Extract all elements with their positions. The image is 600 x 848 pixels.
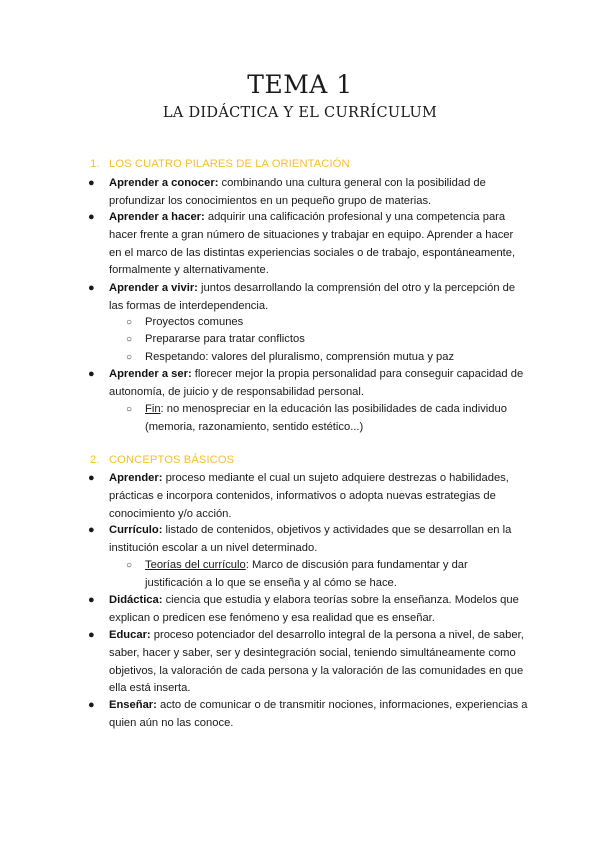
sub-list-item — [126, 557, 526, 593]
bullet-icon: ● — [88, 211, 95, 223]
sub-item-text: : Marco de discusión para fundamentar y dar justificación a lo que se enseña y al cómo se hace. — [145, 559, 468, 589]
sub-list-item — [126, 401, 526, 437]
term: Aprender a hacer: — [109, 211, 205, 223]
bullet-icon: ● — [88, 629, 95, 641]
definition: proceso mediante el cual un sujeto adquiere destrezas o habilidades, prácticas e incorpora contenidos, informativos o adopta nuevas estrategias de conocimiento y/o acción. — [109, 472, 509, 520]
list-item — [88, 209, 528, 280]
definition: proceso potenciador del desarrollo integral de la persona a nivel, de saber, saber, hacer y saber, ser y desintegración social, teniendo simultáneamente como objetivos, la valoración de cada persona y la valoración de las comunidades en que ella está inserta. — [109, 629, 524, 695]
term: Didáctica: — [109, 594, 163, 606]
list-item — [88, 522, 528, 558]
term: Aprender: — [109, 472, 163, 484]
sub-item-label: Teorías del currículo — [145, 559, 246, 571]
definition: ciencia que estudia y elabora teorías sobre la enseñanza. Modelos que explican o predicen ese fenómeno y esa realidad que es enseñar. — [109, 594, 519, 624]
list-item — [88, 366, 528, 402]
list-item — [88, 592, 528, 628]
list-item — [88, 697, 528, 733]
bullet-icon: ● — [88, 472, 95, 484]
definition: acto de comunicar o de transmitir nociones, informaciones, experiencias a quien aún no las conoce. — [109, 699, 528, 729]
bullet-icon: ● — [88, 699, 95, 711]
sub-item-label: Fin — [145, 403, 161, 415]
list-item — [88, 175, 528, 211]
sub-item-text: Prepararse para tratar conflictos — [145, 333, 305, 345]
hollow-circle-icon: ○ — [126, 560, 133, 571]
definition: florecer mejor la propia personalidad para conseguir capacidad de autonomía, de juicio y de responsabilidad personal. — [109, 368, 524, 398]
section-number: 2. — [90, 454, 100, 466]
term: Aprender a vivir: — [109, 282, 198, 294]
list-item — [88, 470, 528, 523]
section-title: CONCEPTOS BÁSICOS — [109, 454, 235, 466]
term: Aprender a conocer: — [109, 177, 219, 189]
definition: combinando una cultura general con la posibilidad de profundizar los conocimientos en un pequeño grupo de materias. — [109, 177, 486, 207]
definition: listado de contenidos, objetivos y actividades que se desarrollan en la institución escolar a un nivel determinado. — [109, 524, 512, 554]
term: Educar: — [109, 629, 151, 641]
hollow-circle-icon: ○ — [126, 404, 133, 415]
list-item — [88, 280, 528, 316]
sub-list-item — [126, 331, 526, 349]
definition: adquirir una calificación profesional y una competencia para hacer frente a gran número de situaciones y trabajar en equipo. Aprender a hacer en el marco de las distintas experiencias sociales o de trabajo, espontáneamente, formalmente y alternativamente. — [109, 211, 516, 277]
bullet-icon: ● — [88, 282, 95, 294]
page-title: TEMA 1 — [247, 70, 353, 99]
sub-list-item — [126, 349, 526, 367]
hollow-circle-icon: ○ — [126, 334, 133, 345]
bullet-icon: ● — [88, 177, 95, 189]
sub-item-text: Respetando: valores del pluralismo, comprensión mutua y paz — [145, 351, 455, 363]
bullet-icon: ● — [88, 594, 95, 606]
term: Enseñar: — [109, 699, 157, 711]
definition: juntos desarrollando la comprensión del otro y la percepción de las formas de interdependencia. — [109, 282, 516, 312]
section-number: 1. — [90, 158, 100, 170]
section-title: LOS CUATRO PILARES DE LA ORIENTACIÓN — [109, 158, 350, 170]
page-subtitle: LA DIDÁCTICA Y EL CURRÍCULUM — [162, 105, 438, 121]
sub-list-item — [126, 314, 526, 332]
sub-item-text: Proyectos comunes — [145, 316, 244, 328]
bullet-icon: ● — [88, 524, 95, 536]
term: Aprender a ser: — [109, 368, 192, 380]
hollow-circle-icon: ○ — [126, 317, 133, 328]
term: Currículo: — [109, 524, 163, 536]
hollow-circle-icon: ○ — [126, 352, 133, 363]
sub-item-text: : no menospreciar en la educación las posibilidades de cada individuo (memoria, razonamiento, sentido estético...) — [145, 403, 507, 433]
bullet-icon: ● — [88, 368, 95, 380]
list-item — [88, 627, 528, 698]
